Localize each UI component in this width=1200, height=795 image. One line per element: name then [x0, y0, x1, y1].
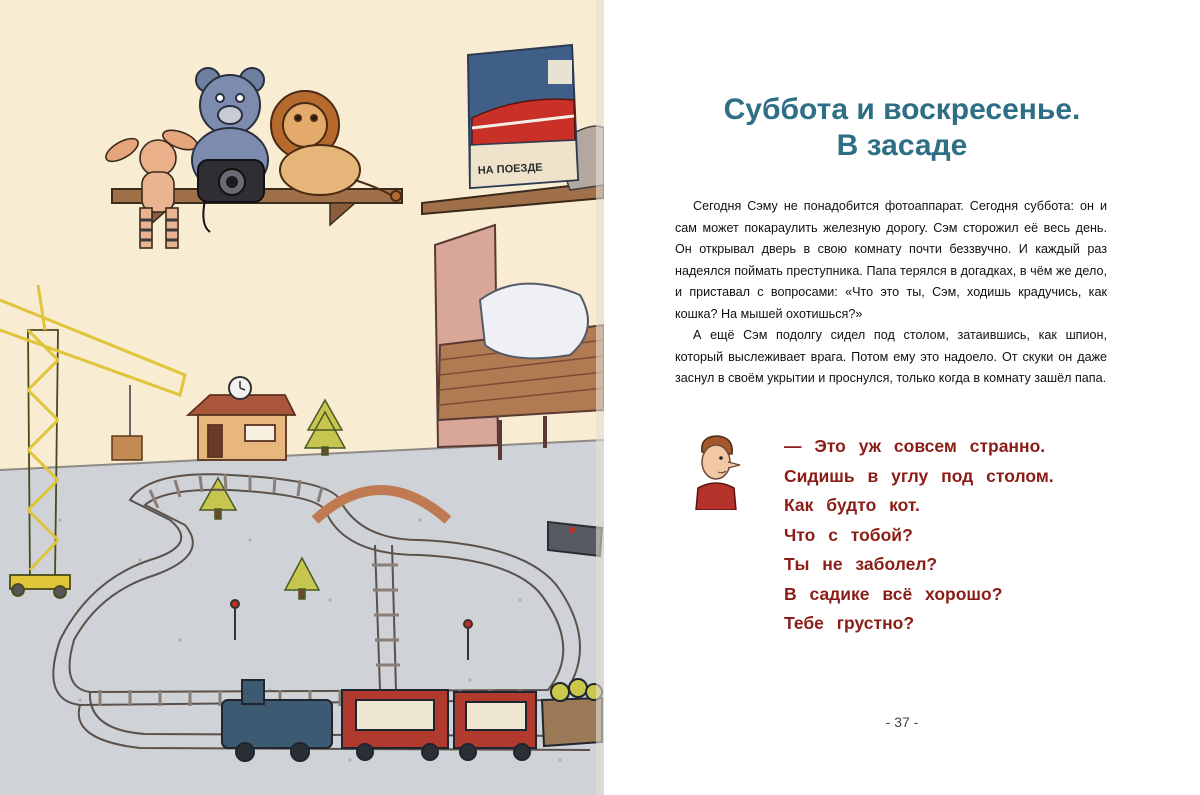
- train-poster: [468, 45, 578, 188]
- paragraph: Сегодня Сэму не понадобится фотоаппарат. Сегодня суббота: он и сам может покараулить железную дорогу. Сэм сторожил её весь день. Он открывал дверь в свою комнату почти беззвучно. И каждый раз надеялся поймать преступника. Папа терялся в догадках, в чём же дело, и приставал с вопросами: «Что это ты, Сэм, ходишь крадучись, как кошка? На мышей охотишься?»: [675, 199, 1107, 321]
- papa-dialog: [784, 432, 1164, 639]
- paragraph: А ещё Сэм подолгу сидел под столом, затаившись, как шпион, который выслеживает врага. Потом ему это надоело. От скуки он даже заснул в своём укрытии и проснулся, только когда в комнату зашёл папа.: [675, 328, 1107, 385]
- story-text: [675, 196, 1107, 390]
- dialog-line: Как будто кот.: [784, 495, 920, 515]
- text-page: [604, 0, 1200, 795]
- crane-crate: [112, 436, 142, 460]
- dialog-line: Сидишь в углу под столом.: [784, 465, 1054, 486]
- chapter-title-line-2: В засаде: [836, 129, 968, 162]
- dialog-line: — Это уж совсем странно.: [784, 436, 1046, 456]
- papa-portrait: [688, 432, 748, 510]
- dialog-line: Тебе грустно?: [784, 613, 915, 633]
- dialog-line: В садике всё хорошо?: [784, 583, 1003, 604]
- poster-caption: НА ПОЕЗДЕ: [477, 161, 543, 177]
- dialog-line: Ты не заболел?: [784, 554, 938, 574]
- dialog-line: Что с тобой?: [784, 524, 913, 545]
- page-number: - 37 -: [885, 714, 919, 730]
- chapter-title: [644, 92, 1160, 164]
- toy-remote: [548, 522, 602, 556]
- chapter-title-line-1: Суббота и воскресенье.: [723, 93, 1081, 126]
- pillow: [480, 284, 588, 359]
